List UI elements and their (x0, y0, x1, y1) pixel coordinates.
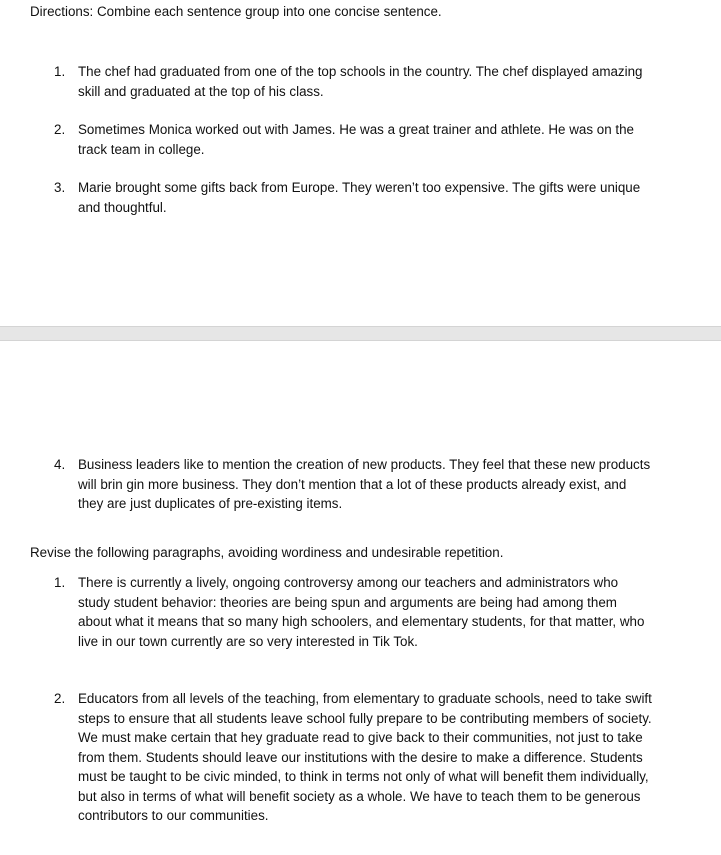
list-number: 1. (54, 64, 66, 79)
list-item-text: Marie brought some gifts back from Europe. They weren’t too expensive. The gifts were unique and thoughtful. (78, 180, 641, 215)
revise-instructions: Revise the following paragraphs, avoiding wordiness and undesirable repetition. (30, 545, 504, 560)
list-number: 1. (54, 575, 66, 590)
list-item-text: The chef had graduated from one of the top schools in the country. The chef displayed amazing skill and graduated at the top of his class. (78, 64, 643, 99)
list-item-text: There is currently a lively, ongoing controversy among our teachers and administrators who study student behavior: theories are being spun and arguments are being had among them about what it means that so many high schoolers, and elementary students, for that matter, who live in our town currently are so very interested in Tik Tok. (78, 575, 645, 649)
list-item-text: Educators from all levels of the teaching, from elementary to graduate schools, need to take swift steps to ensure that all students leave school fully prepare to be contributing members of society. We must make certain that hey graduate read to give back to their communities, not just to take from them. Students should leave our institutions with the desire to make a difference. Students must be taught to be civic minded, to think in terms not only of what will benefit them individually, but also in terms of what will benefit society as a whole. We have to teach them to be generous contributors to our communities. (78, 691, 652, 823)
list-item-text: Business leaders like to mention the creation of new products. They feel that these new products will brin gin more business. They don’t mention that a lot of these products already exist, and they are just duplicates of pre-existing items. (78, 457, 651, 511)
list-number: 3. (54, 180, 66, 195)
directions-text: Directions: Combine each sentence group into one concise sentence. (30, 4, 442, 19)
list-item-text: Sometimes Monica worked out with James. He was a great trainer and athlete. He was on the track team in college. (78, 122, 634, 157)
list-number: 2. (54, 691, 66, 706)
list-number: 4. (54, 457, 66, 472)
document-page-1 (0, 0, 721, 326)
list-number: 2. (54, 122, 66, 137)
page-break (0, 326, 721, 341)
document-page-2 (0, 341, 721, 855)
